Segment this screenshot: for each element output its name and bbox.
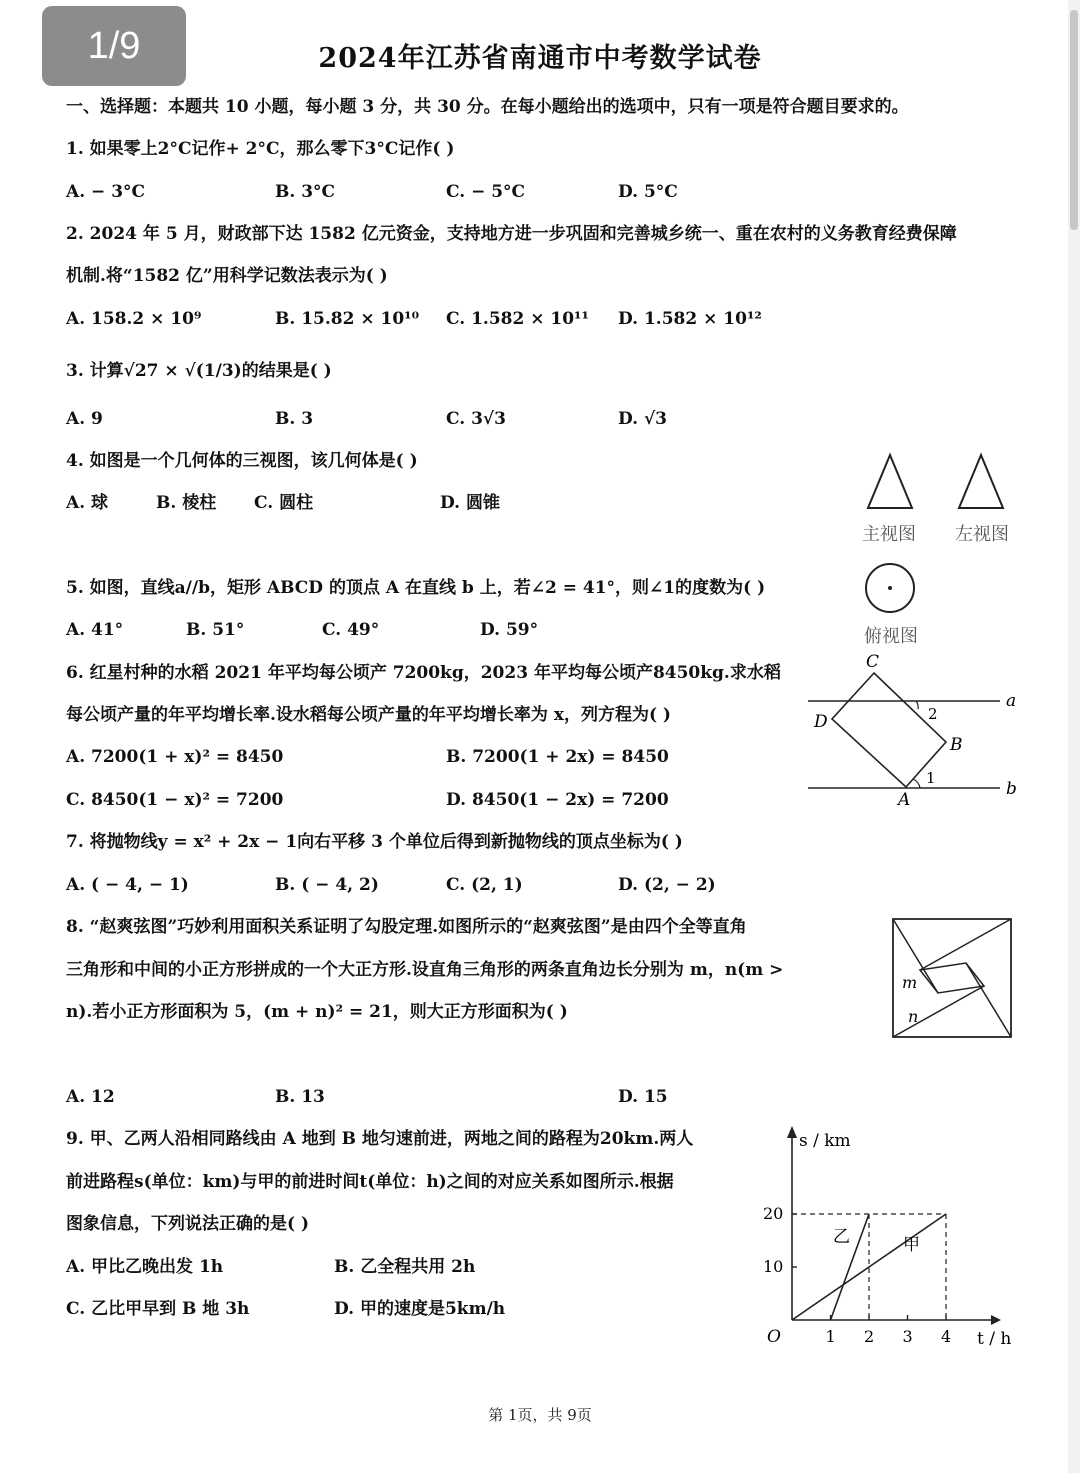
front-view-label: 主视图 bbox=[862, 524, 916, 545]
line-a-label: a bbox=[1006, 691, 1017, 711]
front-view-triangle bbox=[868, 455, 912, 508]
q7-option-d: D. (2, − 2) bbox=[618, 875, 716, 895]
question-9-stem-line2: 前进路程s(单位：km)与甲的前进时间t(单位：h)之间的对应关系如图所示.根据 bbox=[66, 1172, 674, 1192]
question-6-stem-line2: 每公顷产量的年平均增长率.设水稻每公顷产量的年平均增长率为 x，列方程为( ) bbox=[66, 705, 671, 725]
q1-option-c: C. − 5°C bbox=[446, 182, 526, 202]
q3-option-c: C. 3√3 bbox=[446, 409, 506, 429]
angle-1-arc bbox=[913, 779, 920, 788]
question-8-stem-line1: 8. “赵爽弦图”巧妙利用面积关系证明了勾股定理.如图所示的“赵爽弦图”是由四个全等直角 bbox=[66, 917, 747, 937]
vertex-b-label: B bbox=[950, 735, 963, 755]
question-8-stem-line2: 三角形和中间的小正方形拼成的一个大正方形.设直角三角形的两条直角边长分别为 m，n(m > bbox=[66, 960, 784, 980]
q2-option-d: D. 1.582 × 10¹² bbox=[618, 309, 762, 329]
angle-2-label: 2 bbox=[928, 705, 938, 723]
series-jia-label: 甲 bbox=[903, 1235, 920, 1255]
q7-option-c: C. (2, 1) bbox=[446, 875, 523, 895]
q2-option-c: C. 1.582 × 10¹¹ bbox=[446, 309, 589, 329]
x-axis-arrow bbox=[991, 1315, 1001, 1325]
top-view-label: 俯视图 bbox=[864, 626, 918, 647]
q4-option-c: C. 圆柱 bbox=[254, 493, 314, 513]
page-indicator: 1/9 bbox=[42, 6, 186, 86]
q8-option-a: A. 12 bbox=[66, 1087, 115, 1107]
q6-option-c: C. 8450(1 − x)² = 7200 bbox=[66, 790, 284, 810]
y-tick-10: 10 bbox=[763, 1257, 784, 1276]
question-7-stem: 7. 将抛物线y = x² + 2x − 1向右平移 3 个单位后得到新抛物线的顶点坐标为( ) bbox=[66, 832, 683, 852]
x-axis-label: t / h bbox=[977, 1329, 1012, 1349]
side-m-label: m bbox=[902, 973, 918, 992]
q3-option-a: A. 9 bbox=[66, 409, 103, 429]
y-axis-label: s / km bbox=[799, 1131, 851, 1151]
left-view-label: 左视图 bbox=[955, 524, 1009, 545]
q9-option-d: D. 甲的速度是5km/h bbox=[334, 1299, 506, 1319]
question-8-stem-line3: n).若小正方形面积为 5，(m + n)² = 21，则大正方形面积为( ) bbox=[66, 1002, 568, 1022]
distance-time-graph bbox=[755, 1122, 1025, 1354]
q5-option-a: A. 41° bbox=[66, 620, 124, 640]
zhao-shuang-figure bbox=[890, 916, 1020, 1042]
q3-option-d: D. √3 bbox=[618, 409, 667, 429]
series-yi-label: 乙 bbox=[833, 1227, 850, 1247]
line-b-label: b bbox=[1006, 779, 1017, 799]
question-9-stem-line1: 9. 甲、乙两人沿相同路线由 A 地到 B 地匀速前进，两地之间的路程为20km.两人 bbox=[66, 1129, 694, 1149]
angle-2-arc bbox=[916, 701, 918, 709]
q9-option-c: C. 乙比甲早到 B 地 3h bbox=[66, 1299, 250, 1319]
section-heading: 一、选择题：本题共 10 小题，每小题 3 分，共 30 分。在每小题给出的选项中，只有一项是符合题目要求的。 bbox=[66, 97, 909, 117]
question-1-stem: 1. 如果零上2°C记作+ 2°C，那么零下3°C记作( ) bbox=[66, 139, 455, 159]
q5-option-d: D. 59° bbox=[480, 620, 539, 640]
x-tick-label: 2 bbox=[864, 1327, 875, 1346]
vertex-a-label: A bbox=[898, 790, 911, 810]
q7-option-b: B. ( − 4, 2) bbox=[275, 875, 379, 895]
question-3-stem: 3. 计算√27 × √(1/3)的结果是( ) bbox=[66, 361, 332, 381]
three-views-figure bbox=[850, 450, 1030, 660]
page-footer: 第 1页，共 9页 bbox=[488, 1406, 592, 1424]
q5-option-c: C. 49° bbox=[322, 620, 380, 640]
question-5-stem: 5. 如图，直线a//b，矩形 ABCD 的顶点 A 在直线 b 上，若∠2 = 41°，则∠1的度数为( ) bbox=[66, 578, 766, 598]
q9-option-b: B. 乙全程共用 2h bbox=[334, 1257, 476, 1277]
angle-1-label: 1 bbox=[926, 769, 936, 787]
q4-option-a: A. 球 bbox=[66, 493, 109, 513]
q1-option-d: D. 5°C bbox=[618, 182, 678, 202]
top-view-center-dot bbox=[888, 586, 892, 590]
q7-option-a: A. ( − 4, − 1) bbox=[66, 875, 189, 895]
q9-option-a: A. 甲比乙晚出发 1h bbox=[66, 1257, 224, 1277]
q1-option-b: B. 3°C bbox=[275, 182, 336, 202]
q1-option-a: A. − 3°C bbox=[66, 182, 146, 202]
q2-option-b: B. 15.82 × 10¹⁰ bbox=[275, 309, 420, 329]
side-n-label: n bbox=[908, 1007, 919, 1026]
left-view-triangle bbox=[959, 455, 1003, 508]
q3-option-b: B. 3 bbox=[275, 409, 314, 429]
question-2-stem-line1: 2. 2024 年 5 月，财政部下达 1582 亿元资金，支持地方进一步巩固和完善城乡统一、重在农村的义务教育经费保障 bbox=[66, 224, 957, 244]
q4-option-b: B. 棱柱 bbox=[156, 493, 217, 513]
y-tick-20: 20 bbox=[763, 1204, 784, 1223]
scrollbar[interactable] bbox=[1068, 0, 1080, 1473]
x-tick-label: 3 bbox=[902, 1327, 913, 1346]
question-4-stem: 4. 如图是一个几何体的三视图，该几何体是( ) bbox=[66, 451, 418, 471]
vertex-c-label: C bbox=[866, 652, 880, 672]
x-tick-label: 1 bbox=[825, 1327, 836, 1346]
q4-option-d: D. 圆锥 bbox=[440, 493, 500, 513]
vertex-d-label: D bbox=[814, 712, 828, 732]
question-2-stem-line2: 机制.将“1582 亿”用科学记数法表示为( ) bbox=[66, 266, 388, 286]
q5-option-b: B. 51° bbox=[186, 620, 245, 640]
y-axis-arrow bbox=[787, 1126, 797, 1138]
q6-option-d: D. 8450(1 − 2x) = 7200 bbox=[446, 790, 669, 810]
q6-option-b: B. 7200(1 + 2x) = 8450 bbox=[446, 747, 669, 767]
rectangle-figure bbox=[800, 648, 1030, 813]
q8-option-d: D. 15 bbox=[618, 1087, 668, 1107]
x-tick-label: 4 bbox=[941, 1327, 952, 1346]
q2-option-a: A. 158.2 × 10⁹ bbox=[66, 309, 202, 329]
question-9-stem-line3: 图象信息，下列说法正确的是( ) bbox=[66, 1214, 310, 1234]
origin-label: O bbox=[767, 1327, 781, 1347]
q6-option-a: A. 7200(1 + x)² = 8450 bbox=[66, 747, 284, 767]
question-6-stem-line1: 6. 红星村种的水稻 2021 年平均每公顷产 7200kg，2023 年平均每公顷产8450kg.求水稻 bbox=[66, 663, 781, 683]
q8-option-b: B. 13 bbox=[275, 1087, 325, 1107]
page-title: 2024年江苏省南通市中考数学试卷 bbox=[318, 43, 762, 74]
